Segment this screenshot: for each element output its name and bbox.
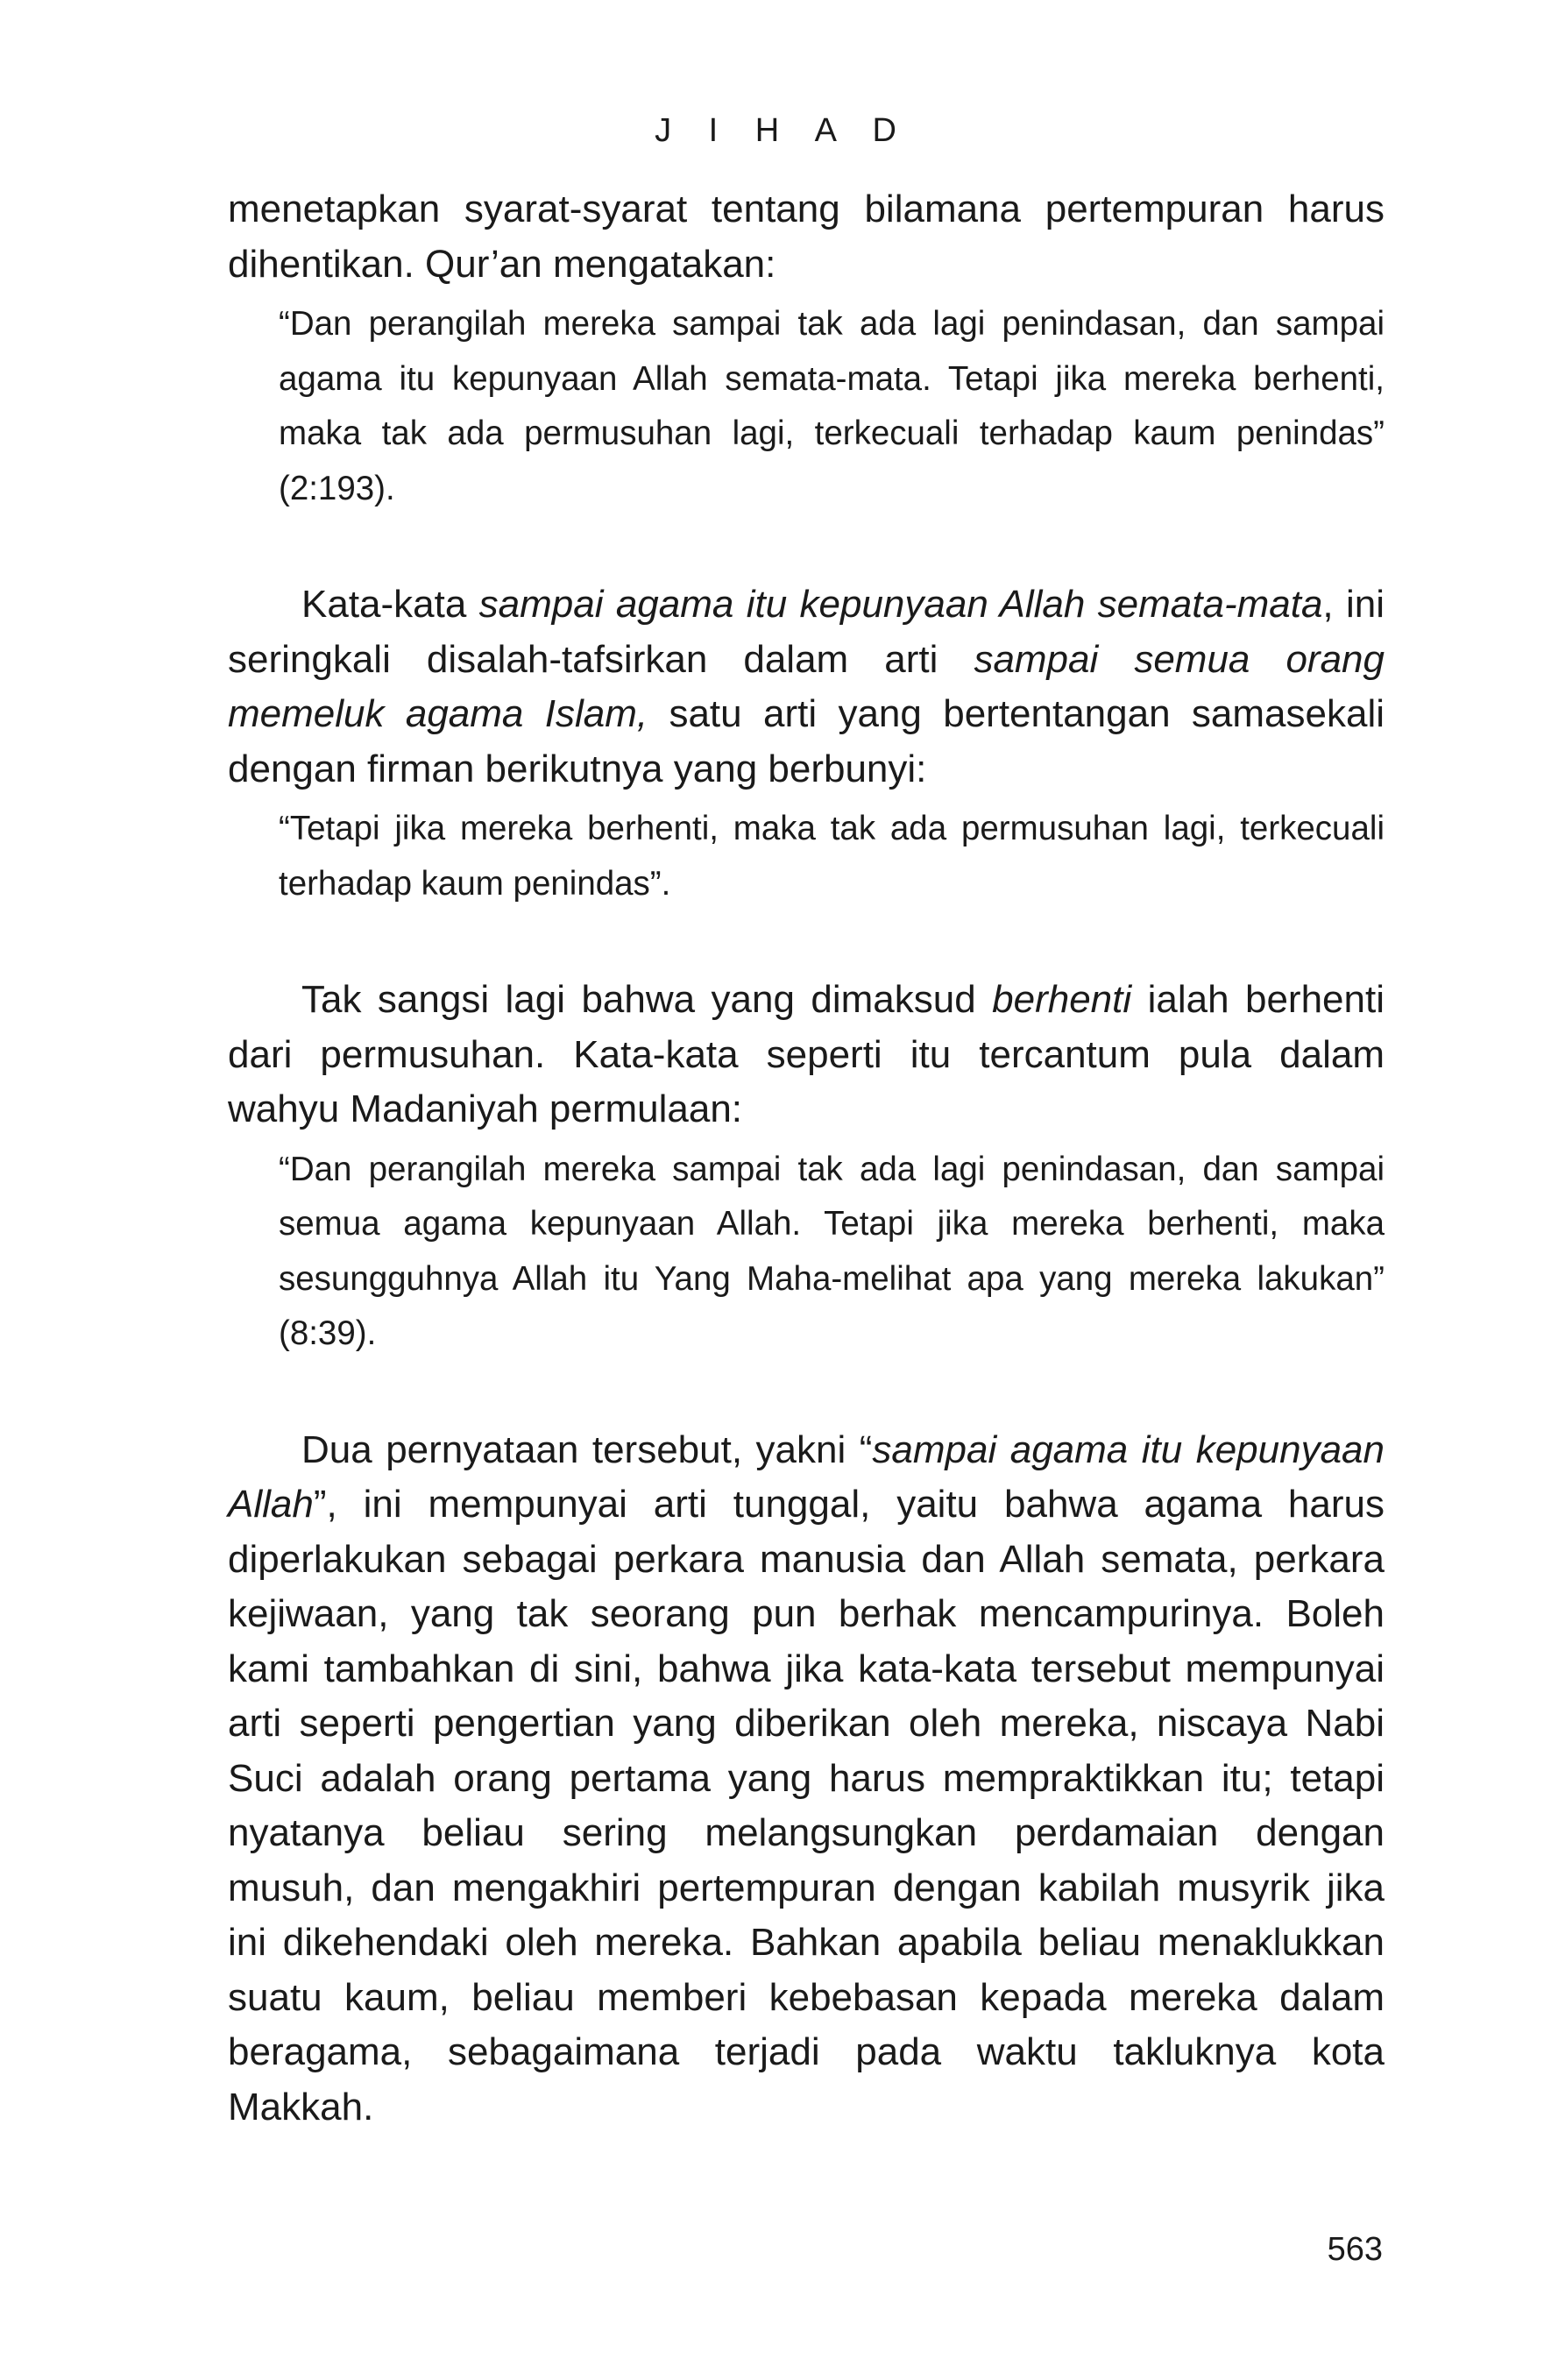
paragraph-2-text-a: Kata-kata bbox=[301, 583, 479, 626]
paragraph-3 bbox=[228, 973, 1385, 1137]
paragraph-2-italic-phrase-1: sampai agama itu kepunyaan Allah semata-mata bbox=[478, 583, 1323, 626]
page-number: 563 bbox=[1327, 2231, 1383, 2268]
paragraph-2-text-c: , ini seringkali disalah-tafsirkan dalam arti bbox=[228, 583, 1385, 681]
paragraph-4-italic-phrase: sampai agama itu kepunyaan Allah bbox=[228, 1427, 1385, 1526]
paragraph-2-text-e: satu arti yang bertentangan samasekali dengan firman berikutnya yang berbunyi: bbox=[228, 692, 1385, 790]
paragraph-3-text-a: Tak sangsi lagi bahwa yang dimaksud bbox=[301, 978, 993, 1021]
paragraph-4 bbox=[228, 1423, 1385, 2136]
body-text bbox=[228, 182, 1385, 2135]
paragraph-4-text-c: ”, ini mempunyai arti tunggal, yaitu bahwa agama harus diperlakukan sebagai perkara manusia dan Allah semata, perkara kejiwaan, yang tak seorang pun berhak mencampurinya. Boleh kami tambahkan di sini, bahwa jika kata-kata tersebut mempunyai arti seperti pengertian yang diberikan oleh mereka, niscaya Nabi Suci adalah orang pertama yang harus mempraktikkan itu; tetapi nyatanya beliau sering melangsungkan perdamaian dengan musuh, dan mengakhiri pertempuran dengan kabilah musyrik jika ini dikehendaki oleh mereka. Bahkan apabila beliau menaklukkan suatu kaum, beliau memberi kebebasan kepada mereka dalam beragama, sebagaimana terjadi pada waktu takluknya kota Makkah. bbox=[228, 1483, 1385, 2129]
running-head: J I H A D bbox=[655, 112, 910, 149]
paragraph-1: menetapkan syarat-syarat tentang bilamana pertempuran harus dihentikan. Qur’an mengatakan: bbox=[228, 188, 1385, 286]
paragraph-2 bbox=[228, 577, 1385, 797]
paragraph-2-italic-phrase-2: sampai semua orang memeluk agama Islam, bbox=[228, 637, 1385, 735]
paragraph-3-italic-word: berhenti bbox=[992, 978, 1132, 1021]
paragraph-3-text-c: ialah berhenti dari permusuhan. Kata-kata seperti itu tercantum pula dalam wahyu Madaniyah permulaan: bbox=[228, 978, 1385, 1130]
paragraph-4-text-a: Dua pernyataan tersebut, yakni “ bbox=[301, 1427, 873, 1471]
quote-2-193: “Dan perangilah mereka sampai tak ada lagi penindasan, dan sampai agama itu kepunyaan Allah semata-mata. Tetapi jika mereka berhenti, maka tak ada permusuhan lagi, terkecuali terhadap kaum penindas” (2:193). bbox=[279, 305, 1385, 507]
quote-8-39: “Dan perangilah mereka sampai tak ada lagi penindasan, dan sampai semua agama kepunyaan Allah. Tetapi jika mereka berhenti, maka sesungguhnya Allah itu Yang Maha-melihat apa yang mereka lakukan” (8:39). bbox=[279, 1150, 1385, 1352]
quote-continuation: “Tetapi jika mereka berhenti, maka tak ada permusuhan lagi, terkecuali terhadap kaum penindas”. bbox=[279, 810, 1385, 903]
